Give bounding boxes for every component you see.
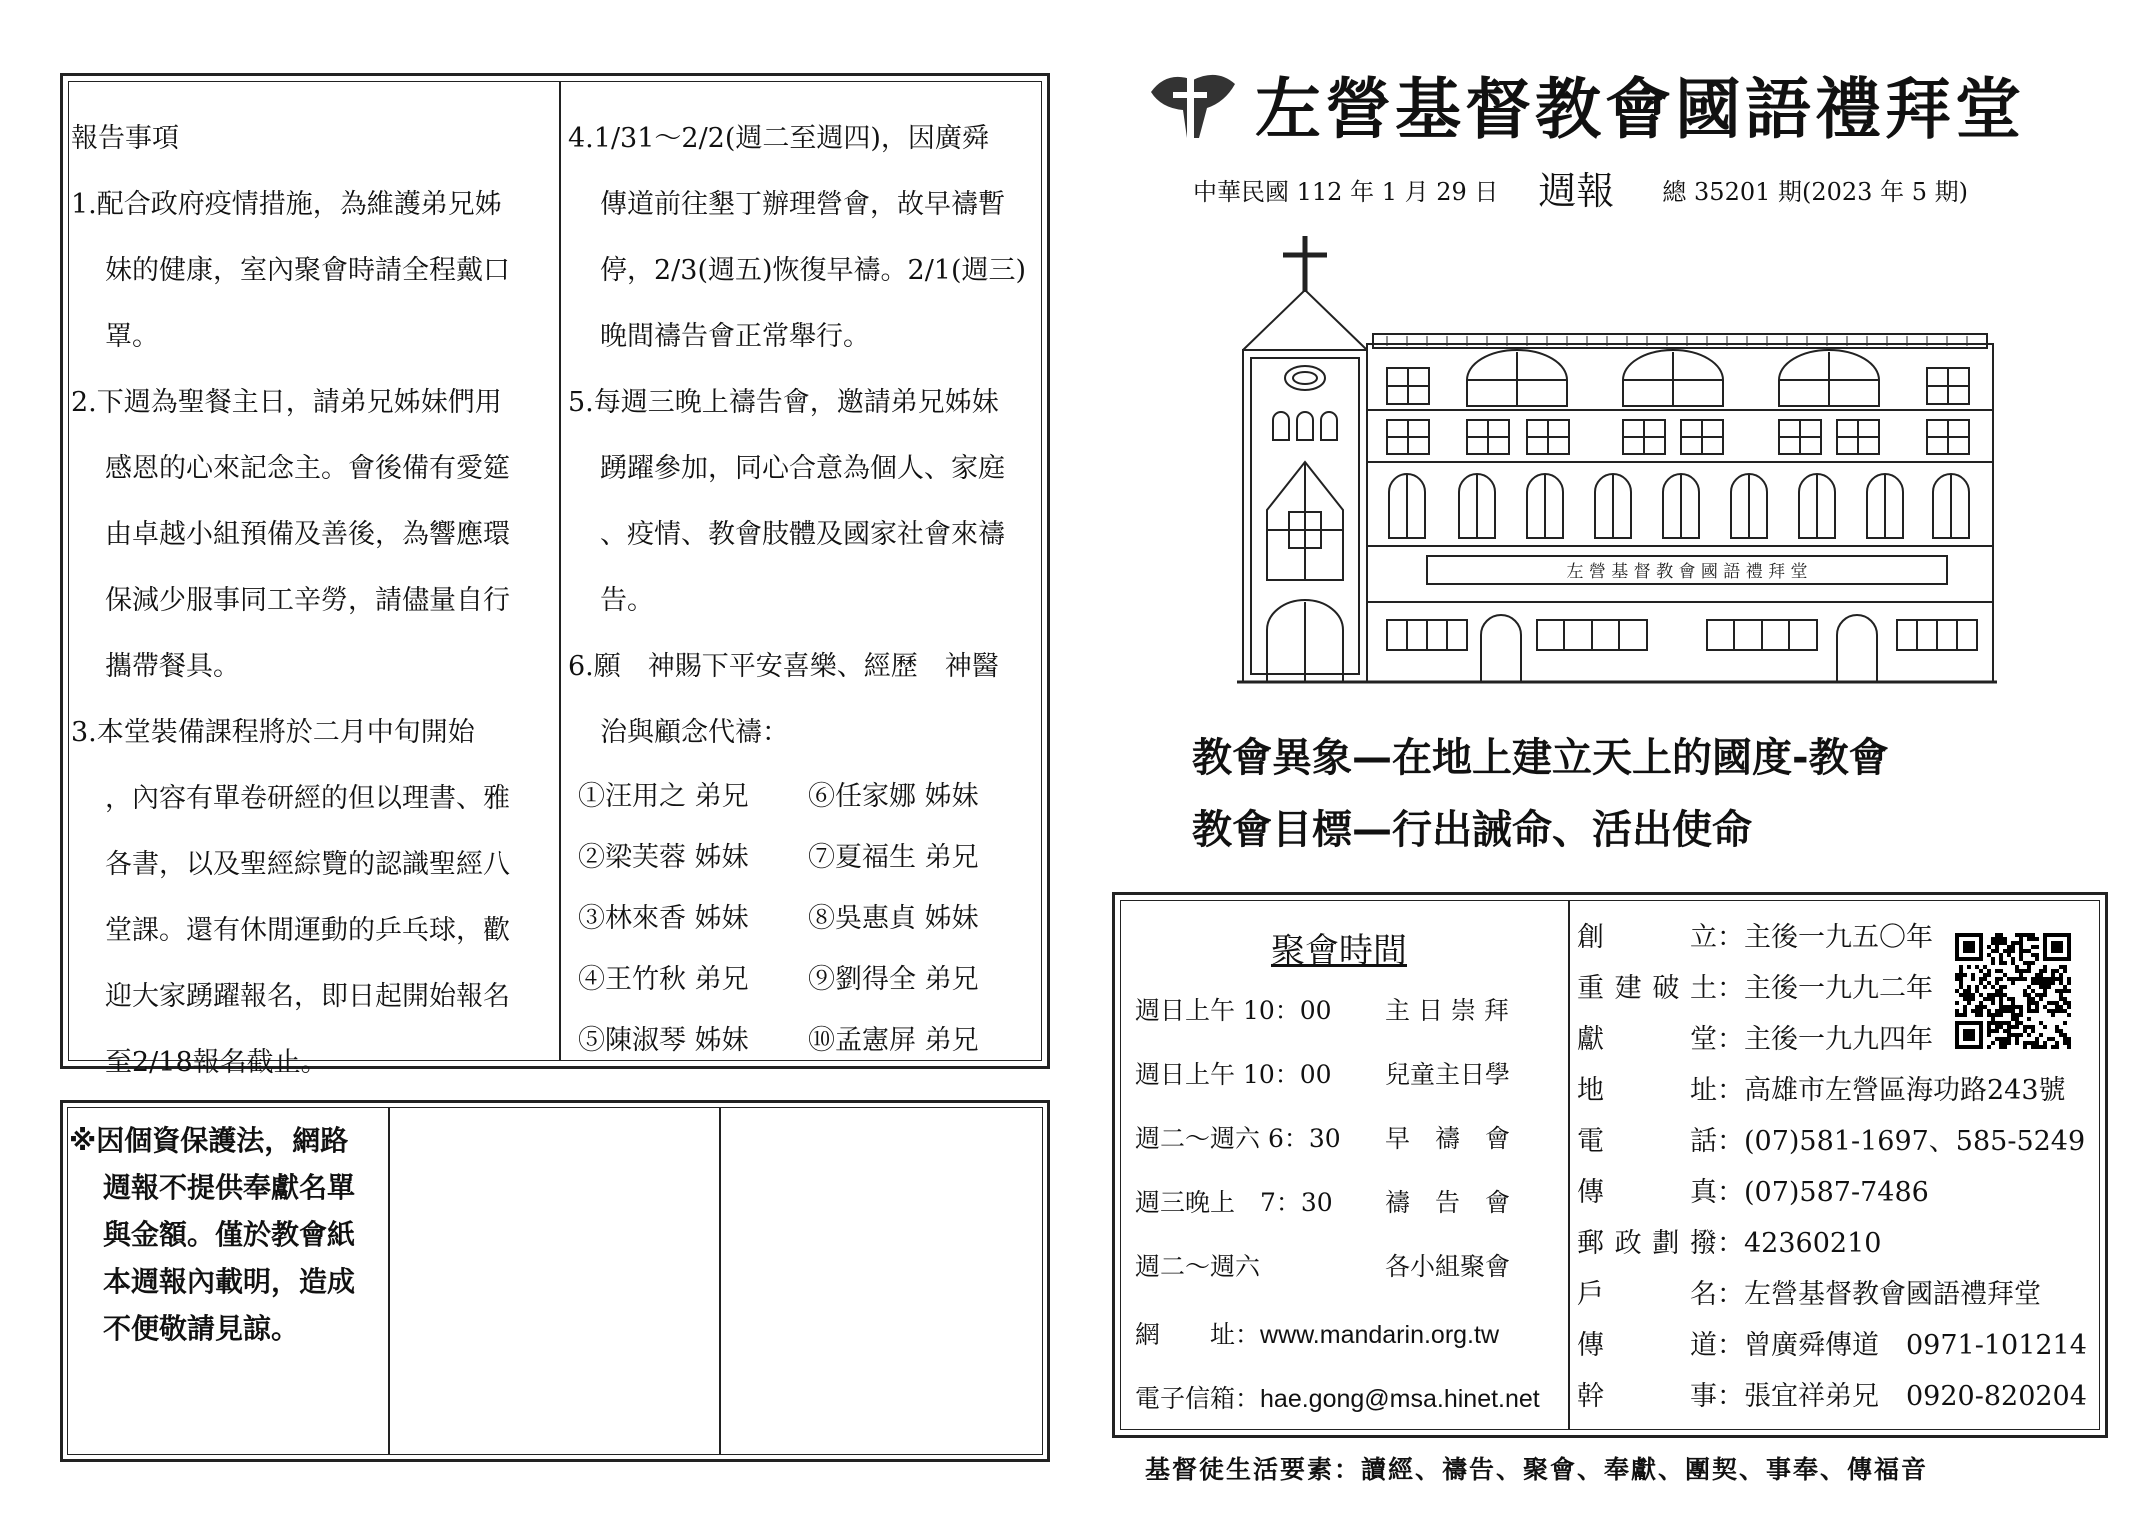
meeting-time: 週二～週六 xyxy=(1135,1252,1261,1281)
notice-line: 本週報內載明，造成 xyxy=(103,1265,356,1298)
issue-number: 總 35201 期(2023 年 5 期) xyxy=(1662,178,1968,206)
church-fact xyxy=(1577,1272,2041,1311)
fact-value: ：高雄市左營區海功路243號 xyxy=(1717,1075,2066,1106)
fact-value: ：(07)581-1697、585-5249 xyxy=(1717,1126,2086,1157)
church-fact xyxy=(1577,1323,2087,1362)
website-link[interactable]: www.mandarin.org.tw xyxy=(1260,1321,1499,1349)
church-title: 左營基督教會國語禮拜堂 xyxy=(1255,70,2025,148)
fact-label: 電話 xyxy=(1577,1126,1717,1157)
fact-label: 地址 xyxy=(1577,1075,1717,1106)
announcement-line: 、疫情、教會肢體及國家社會來禱 xyxy=(600,519,1005,550)
goal-statement: 教會目標—行出誡命、活出使命 xyxy=(1192,807,1752,853)
fact-label: 創立 xyxy=(1577,922,1717,953)
fact-label: 傳道 xyxy=(1577,1330,1717,1361)
church-info-box xyxy=(1112,892,2108,1438)
fact-label: 郵政劃撥 xyxy=(1577,1228,1717,1259)
meeting-time: 週日上午 10：00 xyxy=(1135,996,1332,1025)
church-fact xyxy=(1577,915,1933,954)
announcement-line: 停，2/3(週五)恢復早禱。2/1(週三) xyxy=(600,255,1027,286)
prayer-name: ①汪用之 弟兄 xyxy=(578,781,749,812)
announcement-line: 由卓越小組預備及善後，為響應環 xyxy=(105,519,510,550)
meeting-name: 各小組聚會 xyxy=(1385,1252,1511,1281)
bulletin-dateline xyxy=(1193,160,1968,215)
bulletin-date: 中華民國 112 年 1 月 29 日 xyxy=(1193,178,1499,206)
website-line xyxy=(1135,1315,1499,1351)
prayer-row xyxy=(568,888,1038,949)
notice-line: 週報不提供奉獻名單 xyxy=(103,1171,356,1204)
fact-value: ：左營基督教會國語禮拜堂 xyxy=(1717,1279,2041,1310)
meeting-name: 主 日 崇 拜 xyxy=(1385,996,1509,1025)
announcement-line: 妹的健康，室內聚會時請全程戴口 xyxy=(105,255,510,286)
fact-value: ：曾廣舜傳道 0971-101214 xyxy=(1717,1330,2087,1361)
announcement-line: 攜帶餐具。 xyxy=(105,651,240,682)
announcement-line: 堂課。還有休閒運動的乒乓球，歡 xyxy=(105,915,510,946)
prayer-name: ⑥任家娜 姊妹 xyxy=(808,781,979,812)
prayer-row xyxy=(568,827,1038,888)
announcement-line: 報告事項 xyxy=(71,123,179,154)
announcement-line: 傳道前往墾丁辦理營會，故早禱暫 xyxy=(600,189,1005,220)
notice-line: 與金額。僅於教會紙 xyxy=(103,1218,356,1251)
prayer-name: ⑦夏福生 弟兄 xyxy=(808,842,979,873)
announcements-box xyxy=(60,73,1050,1078)
bulletin-label: 週報 xyxy=(1538,169,1615,213)
announcement-line: 晚間禱告會正常舉行。 xyxy=(600,321,870,352)
info-divider xyxy=(1568,900,1570,1430)
privacy-notice xyxy=(69,1117,387,1352)
church-fact xyxy=(1577,966,1933,1005)
church-vision xyxy=(1192,722,1889,866)
prayer-name: ③林來香 姊妹 xyxy=(578,903,749,934)
prayer-name: ⑧吳惠貞 姊妹 xyxy=(808,903,979,934)
announcement-line: 踴躍參加，同心合意為個人、家庭 xyxy=(600,453,1005,484)
announcement-line: 1.配合政府疫情措施，為維護弟兄姊 xyxy=(71,189,502,220)
meeting-item xyxy=(1135,1183,1510,1219)
fact-value: ：主後一九九二年 xyxy=(1717,973,1933,1004)
announcement-line: 至2/18報名截止。 xyxy=(105,1047,328,1078)
fact-label: 傳真 xyxy=(1577,1177,1717,1208)
church-fact xyxy=(1577,1221,1881,1260)
church-fact xyxy=(1577,1170,1929,1209)
church-fact xyxy=(1577,1374,2087,1413)
announcements-right-column xyxy=(568,106,1038,1071)
church-logo-icon xyxy=(1147,62,1239,142)
church-building-illustration xyxy=(1237,230,1997,690)
prayer-name: ⑩孟憲屏 弟兄 xyxy=(808,1025,979,1056)
fact-label: 戶名 xyxy=(1577,1279,1717,1310)
meeting-item xyxy=(1135,1119,1510,1155)
meeting-times-title: 聚會時間 xyxy=(1271,931,1407,971)
prayer-row xyxy=(568,949,1038,1010)
fact-value: ：42360210 xyxy=(1717,1228,1882,1259)
announcements-left-column xyxy=(71,106,566,1096)
email-link[interactable]: hae.gong@msa.hinet.net xyxy=(1260,1385,1540,1413)
fact-value: ：張宜祥弟兄 0920-820204 xyxy=(1717,1381,2087,1412)
meeting-item xyxy=(1135,1055,1510,1091)
prayer-name: ⑨劉得全 弟兄 xyxy=(808,964,979,995)
church-fact xyxy=(1577,1119,2085,1158)
fact-value: ：主後一九九四年 xyxy=(1717,1024,1933,1055)
prayer-name: ⑤陳淑琴 姊妹 xyxy=(578,1025,749,1056)
prayer-name: ②梁芙蓉 姊妹 xyxy=(578,842,749,873)
fact-label: 獻堂 xyxy=(1577,1024,1717,1055)
meeting-time: 週三晚上 7：30 xyxy=(1135,1188,1333,1217)
announcement-line: 2.下週為聖餐主日，請弟兄姊妹們用 xyxy=(71,387,502,418)
email-label: 電子信箱： xyxy=(1135,1384,1261,1413)
notice-line: 不便敬請見諒。 xyxy=(103,1312,300,1345)
meeting-item xyxy=(1135,1247,1510,1283)
announcement-line: 保減少服事同工辛勞，請儘量自行 xyxy=(105,585,510,616)
prayer-row xyxy=(568,1010,1038,1071)
announcement-line: 5.每週三晚上禱告會，邀請弟兄姊妹 xyxy=(568,387,999,418)
church-fact xyxy=(1577,1017,1933,1056)
announcement-line: 迎大家踴躍報名，即日起開始報名 xyxy=(105,981,510,1012)
email-line xyxy=(1135,1379,1540,1415)
announcement-line: 各書，以及聖經綜覽的認識聖經八 xyxy=(105,849,510,880)
notice-divider-2 xyxy=(719,1107,721,1455)
announcement-line: 4.1/31～2/2(週二至週四)，因廣舜 xyxy=(568,123,989,154)
qr-code-icon[interactable] xyxy=(1955,933,2071,1049)
prayer-row xyxy=(568,766,1038,827)
announcement-line: 感恩的心來記念主。會後備有愛筵 xyxy=(105,453,510,484)
announcement-line: 6.願 神賜下平安喜樂、經歷 神醫 xyxy=(568,651,999,682)
offering-notice-box xyxy=(60,1100,1050,1462)
prayer-name: ④王竹秋 弟兄 xyxy=(578,964,749,995)
announcement-line: ，內容有單卷研經的但以理書、雅 xyxy=(105,783,510,814)
fact-value: ：(07)587-7486 xyxy=(1717,1177,1929,1208)
building-sign: 左 營 基 督 教 會 國 語 禮 拜 堂 xyxy=(1566,562,1808,582)
vision-statement: 教會異象—在地上建立天上的國度-教會 xyxy=(1192,735,1889,781)
announcement-line: 罩。 xyxy=(105,321,159,352)
fact-value: ：主後一九五〇年 xyxy=(1717,922,1933,953)
meeting-time: 週日上午 10：00 xyxy=(1135,1060,1332,1089)
notice-line: ※因個資保護法，網路 xyxy=(69,1124,349,1157)
meeting-time: 週二～週六 6：30 xyxy=(1135,1124,1341,1153)
announcement-line: 告。 xyxy=(600,585,654,616)
church-fact xyxy=(1577,1068,2066,1107)
announcement-line: 3.本堂裝備課程將於二月中旬開始 xyxy=(71,717,475,748)
fact-label: 幹事 xyxy=(1577,1381,1717,1412)
website-label: 網 址： xyxy=(1135,1320,1261,1349)
meeting-name: 禱 告 會 xyxy=(1385,1188,1511,1217)
meeting-name: 早 禱 會 xyxy=(1385,1124,1511,1153)
notice-divider-1 xyxy=(388,1107,390,1455)
meeting-name: 兒童主日學 xyxy=(1385,1060,1511,1089)
fact-label: 重建破土 xyxy=(1577,973,1717,1004)
christian-life-essentials: 基督徒生活要素：讀經、禱告、聚會、奉獻、團契、事奉、傳福音 xyxy=(1145,1455,1929,1484)
meeting-item xyxy=(1135,991,1509,1027)
announcement-line: 治與顧念代禱： xyxy=(600,717,789,748)
